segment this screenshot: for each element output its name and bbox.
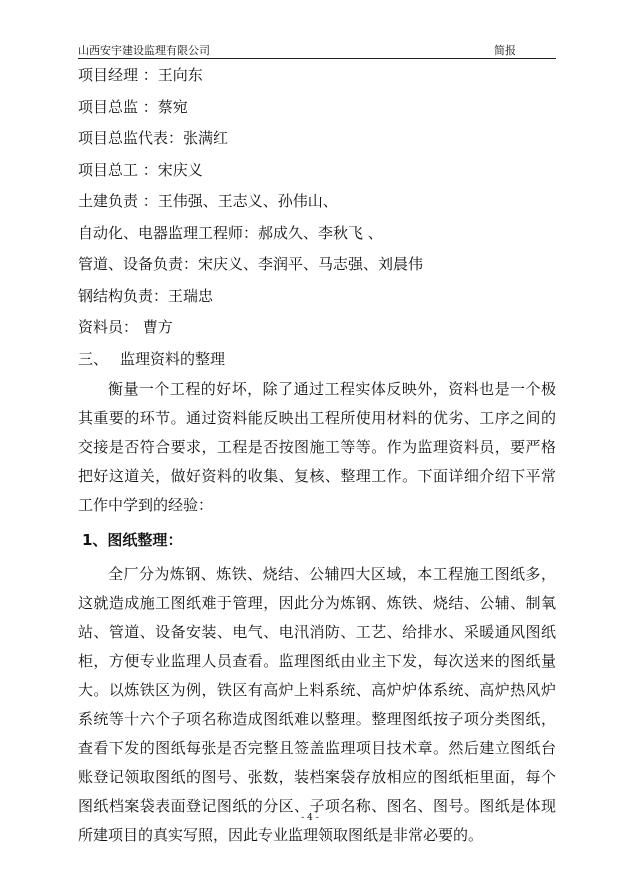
section-heading <box>78 344 556 376</box>
section-title: 监理资料的整理 <box>120 349 226 368</box>
staff-line-piping-equipment: 管道、设备负责：宋庆义、李润平、马志强、刘晨伟 <box>78 255 424 273</box>
page-number: - 4 - <box>301 813 319 823</box>
staff-line-supervisor-representative: 项目总监代表：张满红 <box>78 129 229 147</box>
header-doc-type: 简报 <box>494 44 516 57</box>
header-company: 山西安宇建设监理有限公司 <box>78 44 210 57</box>
staff-line-steel-structure: 钢结构负责：王瑞忠 <box>78 286 214 305</box>
paragraph-intro: 衡量一个工程的好坏，除了通过工程实体反映外，资料也是一个极其重要的环节。通过资料能反映出工程所使用材料的优劣、工序之间的交接是否符合要求，工程是否按图施工等等。作为监理资料员，要严格把好这道关，做好资料的收集、复核、整理工作。下面详细介绍下平常工作中学到的经验： <box>78 380 556 514</box>
section-number: 三、 <box>78 349 109 368</box>
staff-line-civil: 土建负责 ：王伟强、王志义、孙伟山、 <box>78 192 338 210</box>
paragraph-drawings: 全厂分为炼钢、炼铁、烧结、公辅四大区域，本工程施工图纸多，这就造成施工图纸难于管理，因此分为炼钢、炼铁、烧结、公辅、制氧站、管道、设备安装、电气、电汛消防、工艺、给排水、采暖通风图纸柜，方便专业监理人员查看。监理图纸由业主下发，每次送来的图纸量大。以炼铁区为例，铁区有高炉上料系统、高炉炉体系统、高炉热风炉系统等十六个子项名称造成图纸难以整理。整理图纸按子项分类图纸，查看下发的图纸每张是否完整且签盖监理项目技术章。然后建立图纸台账登记领取图纸的图号、张数，装档案袋存放相应的图纸柜里面，每个图纸档案袋表面登记图纸的分区、子项名称、图名、图号。图纸是体现所建项目的真实写照，因此专业监理领取图纸是非常必要的。 <box>78 565 556 844</box>
staff-line-automation-electrical: 自动化、电器监理工程师：郝成久、李秋飞 、 <box>78 223 383 242</box>
subheading-drawings: 1、图纸整理： <box>82 531 183 549</box>
staff-line-chief-engineer: 项目总工 ：宋庆义 <box>78 160 203 179</box>
page-header <box>78 40 556 59</box>
staff-line-chief-supervisor: 项目总监 ：蔡宛 <box>78 97 188 116</box>
staff-line-document-clerk: 资料员： 曹方 <box>78 318 173 336</box>
page-content <box>78 60 556 850</box>
staff-line-project-manager: 项目经理 ：王向东 <box>78 66 203 84</box>
